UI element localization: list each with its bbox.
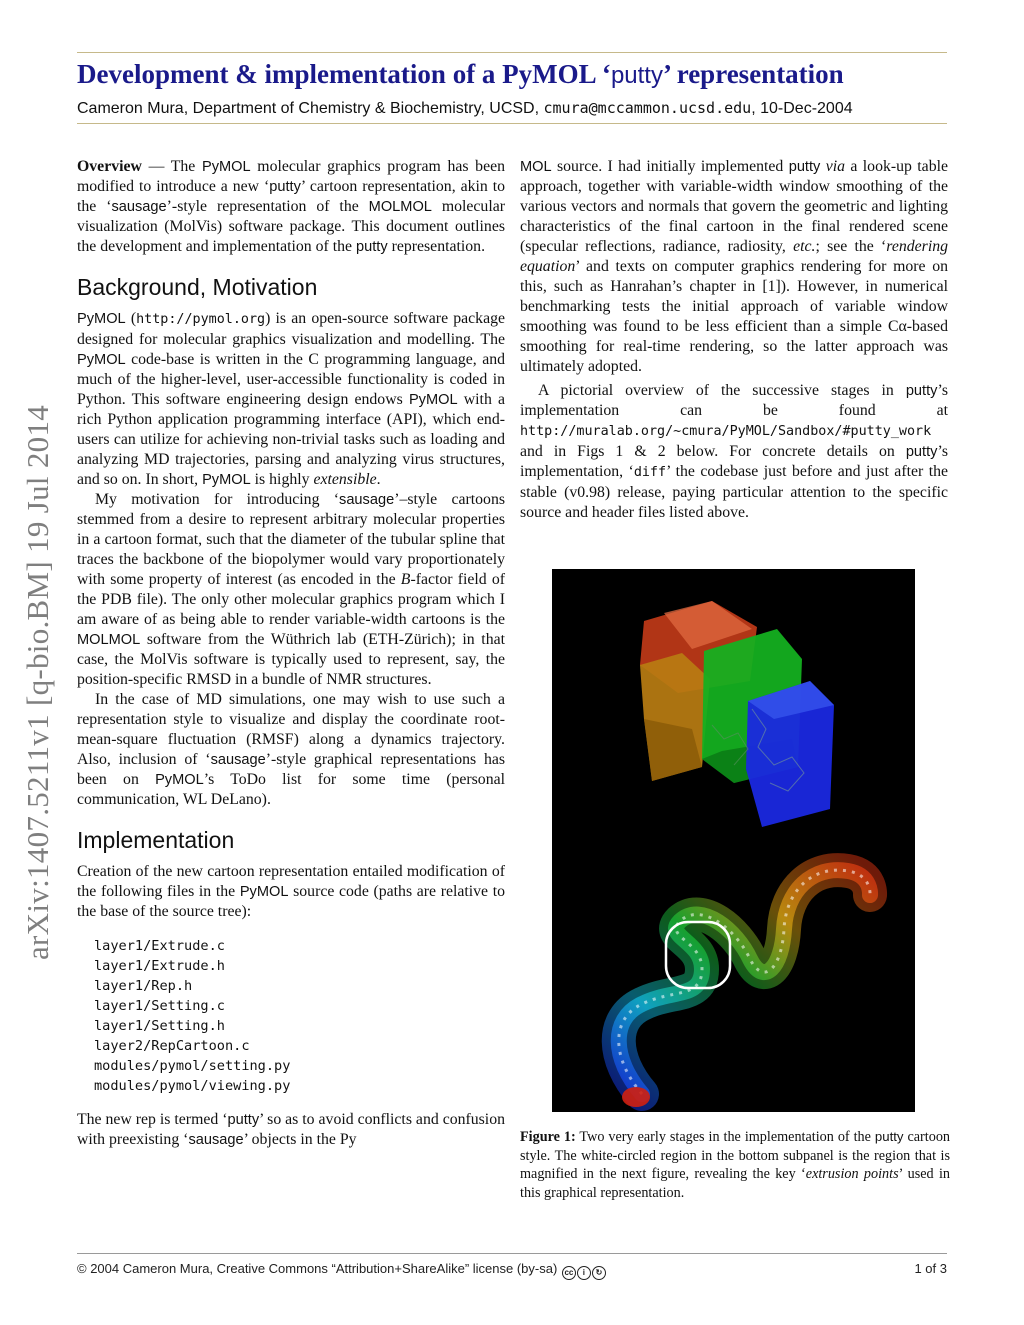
cc-icon: cc bbox=[562, 1266, 576, 1280]
pymol-term: PyMOL bbox=[239, 884, 289, 900]
arxiv-identifier: arXiv:1407.5211v1 [q-bio.BM] 19 Jul 2014 bbox=[20, 404, 55, 960]
sa-icon: ↻ bbox=[592, 1266, 606, 1280]
left-column bbox=[77, 157, 505, 1150]
putty-term: putty bbox=[874, 1129, 904, 1144]
text: molecular graphics program has been modified to introduce a new ‘ bbox=[77, 158, 506, 195]
putty-term: putty bbox=[905, 444, 938, 460]
author-email-link[interactable]: cmura@mccammon.ucsd.edu bbox=[543, 99, 752, 117]
text: ’ cartoon representation, akin to the ‘ bbox=[77, 178, 505, 215]
implementation-paragraph-2 bbox=[77, 1110, 505, 1150]
text: . bbox=[376, 471, 381, 488]
pymol-term: MOL bbox=[520, 159, 552, 175]
by-icon: i bbox=[577, 1266, 591, 1280]
text: is highly bbox=[250, 471, 314, 488]
diff-term: diff bbox=[633, 465, 667, 480]
background-paragraph-3 bbox=[77, 690, 505, 810]
pymol-term: PyMOL bbox=[408, 392, 458, 408]
right-paragraph-1 bbox=[520, 157, 948, 377]
sausage-term: sausage bbox=[339, 492, 395, 508]
putty-term: putty bbox=[905, 383, 938, 399]
sausage-term: sausage bbox=[188, 1132, 244, 1148]
background-paragraph-2 bbox=[77, 490, 505, 690]
title-part: ’ representation bbox=[662, 59, 844, 89]
pymol-term: PyMOL bbox=[201, 159, 251, 175]
figure-label: Figure 1: bbox=[520, 1129, 576, 1145]
text: A pictorial overview of the successive stages in bbox=[538, 382, 906, 399]
lower-putty-tube bbox=[619, 870, 870, 1107]
title-part: Development & implementation of a PyMOL ‘ bbox=[77, 59, 611, 89]
text: a look-up table approach, together with variable-width window smoothing of the various vectors and normals that govern the geometric and lighting characteristics of the final cartoon in the final rendered scene (specular reflections, radiance, radiosity, bbox=[520, 158, 948, 255]
text: code-base is written in the C programming language, and much of the higher-level, user-accessible functionality is coded in Python. This software engineering design endows bbox=[77, 351, 505, 408]
pymol-term: PyMOL bbox=[202, 472, 251, 488]
text: with a rich Python application programming interface (API), which end-users can utilize for achieving non-trivial tasks such as loading and analyzing MD trajectories, parsing and analyzing virus structures, and so on. In short, bbox=[77, 391, 506, 488]
text: ’ used in this graphical representation. bbox=[520, 1166, 950, 1201]
file-path: layer1/Setting.c bbox=[94, 998, 225, 1014]
text: ’ the codebase just before and just after the stable (v0.98) release, paying particular attention to the specific source and header files listed above. bbox=[520, 463, 948, 521]
pymol-term: PyMOL bbox=[77, 352, 126, 368]
pymol-term: PyMOL bbox=[77, 311, 126, 327]
title-putty: putty bbox=[610, 62, 663, 89]
text: source. I had initially implemented bbox=[551, 158, 789, 175]
header-top-rule bbox=[77, 52, 947, 53]
red-tube-end bbox=[622, 1087, 650, 1107]
text: — The bbox=[141, 158, 202, 175]
text: and in Figs 1 & 2 below. For concrete details on bbox=[520, 443, 906, 460]
emphasis: via bbox=[825, 158, 846, 175]
license-notice bbox=[77, 1261, 606, 1280]
emphasis: etc. bbox=[793, 238, 816, 255]
modified-files-list bbox=[94, 936, 505, 1096]
license-text: © 2004 Cameron Mura, Creative Commons “Attribution+ShareAlike” license (by-sa) bbox=[77, 1261, 558, 1276]
text: In the case of MD simulations, one may wish to use such a representation style to visualize and display the coordinate root-mean-square fluctuation (RMSF) along a dynamics trajectory. Also, inclusion of ‘ bbox=[77, 691, 505, 768]
byline-author: Cameron Mura, Department of Chemistry & Biochemistry, UCSD, bbox=[77, 100, 544, 117]
byline bbox=[77, 99, 957, 118]
text: cartoon style. The white-circled region in the bottom subpanel is the region that is magnified in the next figure, revealing the key ‘ bbox=[520, 1129, 951, 1182]
text: Two very early stages in the implementation of the bbox=[575, 1129, 875, 1145]
text: molecular visualization (MolVis) software package. This document outlines the development and implementation of the bbox=[77, 198, 505, 255]
file-path: layer2/RepCartoon.c bbox=[94, 1038, 250, 1054]
putty-term: putty bbox=[227, 1112, 260, 1128]
sausage-term: sausage bbox=[210, 752, 266, 768]
text: The new rep is termed ‘ bbox=[77, 1111, 228, 1128]
upper-blocky-cartoon bbox=[640, 601, 834, 827]
text: ’s implementation, ‘ bbox=[520, 443, 948, 480]
figure-1-caption bbox=[520, 1128, 950, 1202]
text: representation. bbox=[387, 238, 486, 255]
implementation-paragraph-1 bbox=[77, 862, 505, 922]
right-paragraph-2 bbox=[520, 381, 948, 523]
text: ’s ToDo list for some time (personal communication, WL DeLano). bbox=[77, 771, 505, 808]
putty-tube-body bbox=[619, 870, 870, 1094]
text: ’ objects in the Py bbox=[243, 1131, 357, 1148]
overview-paragraph bbox=[77, 157, 505, 257]
text: ; see the ‘ bbox=[815, 238, 887, 255]
emphasis: rendering equation bbox=[520, 238, 949, 275]
page-number: 1 of 3 bbox=[914, 1261, 947, 1276]
footer-rule bbox=[77, 1253, 947, 1254]
text: Creation of the new cartoon representation entailed modification of the following files in the bbox=[77, 863, 505, 900]
figure-render bbox=[552, 569, 915, 1112]
file-path: modules/pymol/viewing.py bbox=[94, 1078, 291, 1094]
section-heading-background: Background, Motivation bbox=[77, 274, 318, 300]
section-heading-implementation: Implementation bbox=[77, 827, 235, 853]
text: source code (paths are relative to the base of the source tree): bbox=[77, 883, 505, 920]
text: ’-style graphical representations has been on bbox=[77, 751, 506, 788]
background-paragraph-1 bbox=[77, 309, 505, 490]
text: ’ so as to avoid conflicts and confusion with preexisting ‘ bbox=[77, 1111, 505, 1148]
muralab-url-link[interactable]: http://muralab.org/~cmura/PyMOL/Sandbox/#putty_work bbox=[520, 424, 932, 439]
molmol-term: MOLMOL bbox=[77, 632, 141, 648]
byline-date: , 10-Dec-2004 bbox=[751, 100, 853, 117]
molmol-term: MOLMOL bbox=[368, 199, 432, 215]
file-path: layer1/Setting.h bbox=[94, 1018, 225, 1034]
right-column bbox=[520, 157, 948, 523]
sausage-term: sausage bbox=[111, 199, 167, 215]
putty-term: putty bbox=[356, 239, 388, 255]
text: ’-style representation of the bbox=[166, 198, 369, 215]
putty-term: putty bbox=[788, 159, 821, 175]
figure-1-image bbox=[552, 569, 915, 1112]
text: ’ and texts on computer graphics rendering for more on this, such as Hanrahan’s chapter in [1]). However, in numerical benchmarking tests the initial approach of variable window smoothing was found to be less efficient than a simple Cα-based smoothing for real-time rendering, so the latter approach was ultimately adopted. bbox=[520, 258, 948, 375]
header-bottom-rule bbox=[77, 123, 947, 124]
overview-lead: Overview bbox=[77, 158, 142, 175]
emphasis: extrusion points bbox=[805, 1166, 899, 1182]
text: ( bbox=[125, 310, 137, 327]
text: ’–style cartoons stemmed from a desire to represent arbitrary molecular properties in a cartoon format, such that the diameter of the tubular spline that traces the backbone of the biopolymer would vary proportionately with some property of interest (as encoded in the bbox=[77, 491, 505, 588]
emphasis: extensible bbox=[313, 471, 377, 488]
text: My motivation for introducing ‘ bbox=[95, 491, 340, 508]
text: -factor field of the PDB file). The only other molecular graphics program which I am aware of as being able to render variable-width cartoons is the bbox=[77, 571, 505, 628]
file-path: layer1/Rep.h bbox=[94, 978, 193, 994]
pymol-url-link[interactable]: http://pymol.org bbox=[136, 312, 266, 327]
paper-title bbox=[77, 56, 947, 94]
file-path: layer1/Extrude.c bbox=[94, 938, 225, 954]
text: software from the Wüthrich lab (ETH-Zürich); in that case, the MolVis software is typically used to represent, say, the position-specific RMSD in a bundle of NMR structures. bbox=[77, 631, 505, 688]
putty-term: putty bbox=[269, 179, 301, 195]
pymol-term: PyMOL bbox=[155, 772, 204, 788]
text: ) is an open-source software package designed for molecular graphics visualization and modelling. The bbox=[77, 310, 505, 348]
file-path: modules/pymol/setting.py bbox=[94, 1058, 291, 1074]
b-factor-symbol: B bbox=[400, 571, 411, 588]
text: ’s implementation can be found at bbox=[520, 382, 948, 419]
file-path: layer1/Extrude.h bbox=[94, 958, 225, 974]
